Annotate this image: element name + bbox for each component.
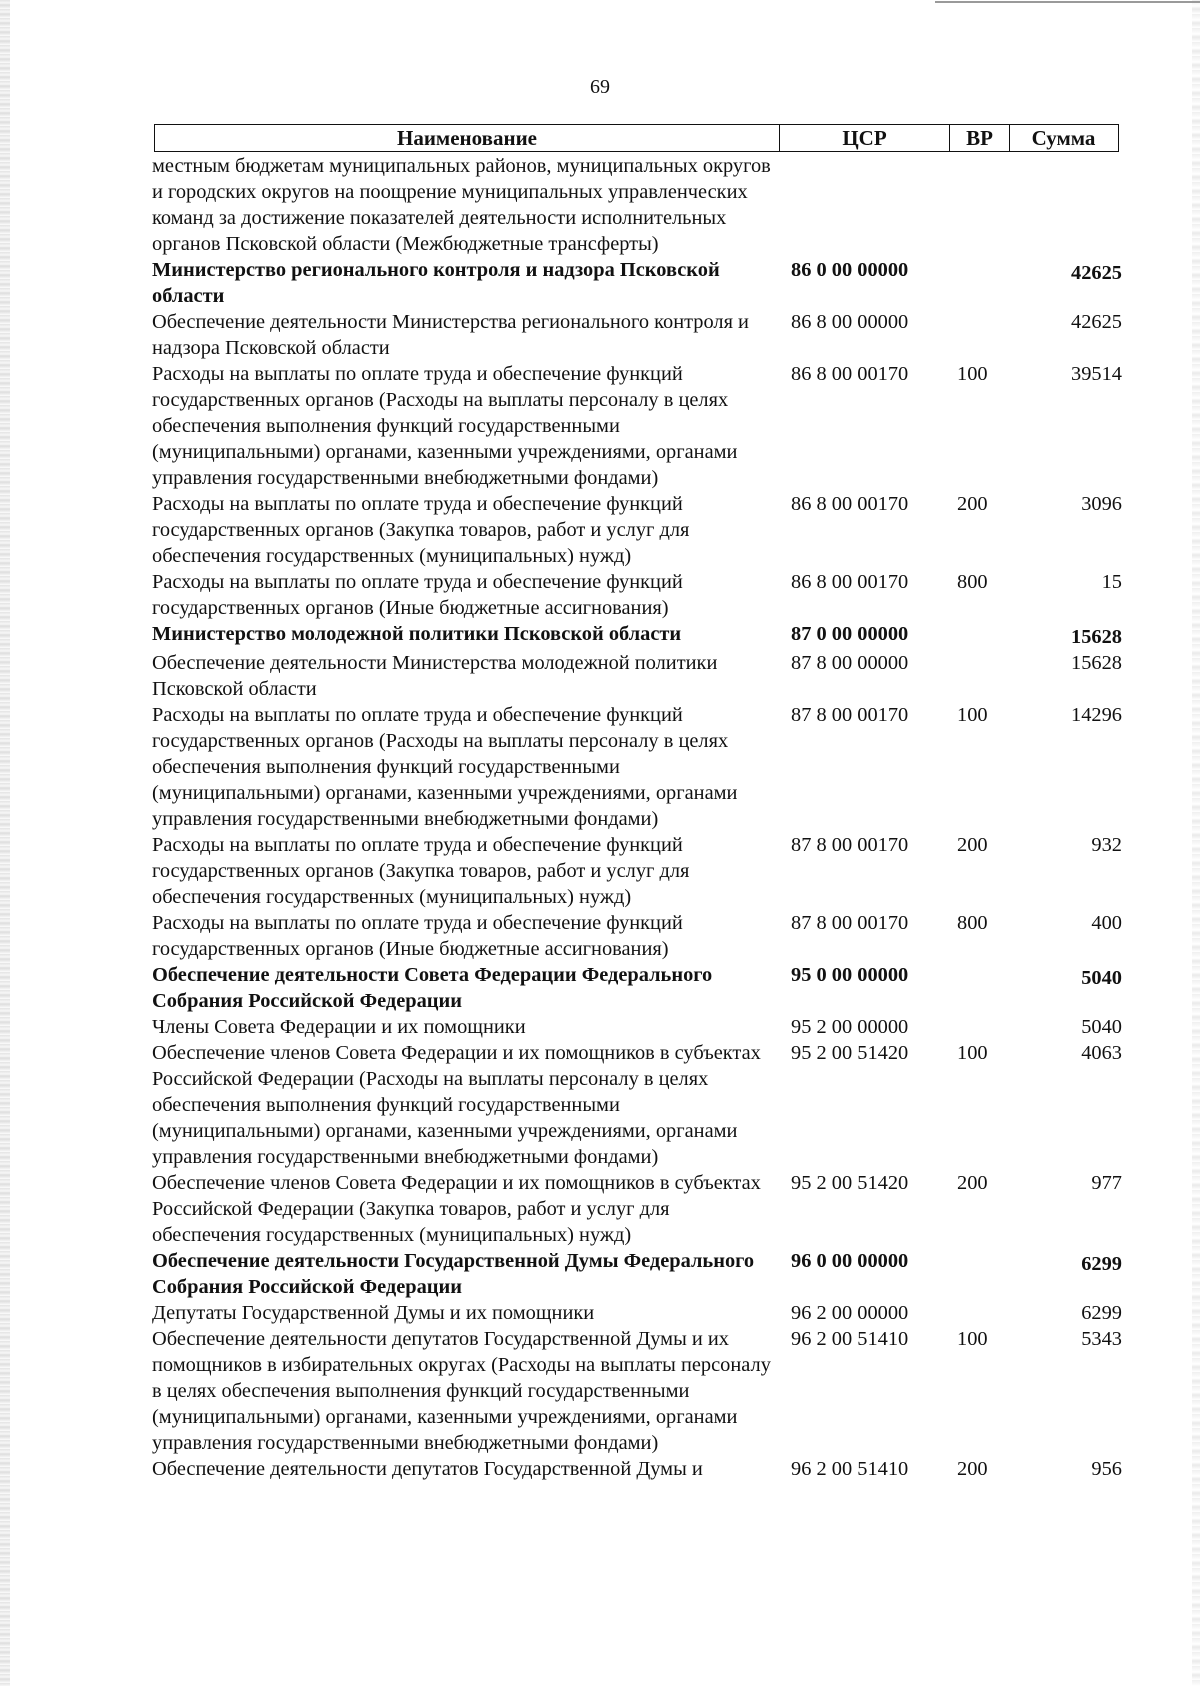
cell-name: Обеспечение деятельности депутатов Государственной Думы и (152, 1458, 703, 1480)
cell-vr (957, 650, 1013, 702)
table-row (152, 1326, 1122, 1456)
table-row (152, 832, 1122, 910)
cell-csr: 96 2 00 51410 (791, 1458, 909, 1480)
header-sum: Сумма (1009, 125, 1117, 151)
cell-sum: 977 (1091, 1172, 1122, 1194)
page-number: 69 (590, 76, 610, 98)
cell-name: Обеспечение деятельности Государственной Думы Федерального Собрания Российской Федерации (152, 1250, 755, 1298)
cell-name: местным бюджетам муниципальных районов, муниципальных округов и городских округов на поощрение муниципальных управленческих команд за достижение показателей деятельности исполнительных органов Псковской области (Межбюджетные трансферты) (152, 155, 771, 255)
cell-csr: 95 0 00 00000 (791, 964, 909, 986)
cell-vr (957, 153, 1013, 257)
cell-vr (957, 1014, 1013, 1040)
cell-vr: 800 (957, 571, 988, 593)
table-row (152, 1040, 1122, 1170)
cell-vr: 100 (957, 363, 988, 385)
cell-csr: 86 0 00 00000 (791, 259, 909, 281)
table-row (152, 1014, 1122, 1040)
table-row (152, 621, 1122, 650)
table-row (152, 962, 1122, 1014)
cell-vr (957, 621, 1013, 650)
cell-vr: 200 (957, 1458, 988, 1480)
cell-csr: 86 8 00 00170 (791, 571, 909, 593)
cell-vr (957, 257, 1013, 309)
cell-sum: 42625 (1071, 262, 1122, 284)
cell-sum: 14296 (1071, 704, 1122, 726)
table-row (152, 1248, 1122, 1300)
cell-vr (957, 309, 1013, 361)
cell-csr: 87 0 00 00000 (791, 623, 909, 645)
cell-csr: 96 2 00 00000 (791, 1302, 909, 1324)
scan-edge-right (1192, 0, 1200, 1686)
cell-sum: 5040 (1081, 1016, 1122, 1038)
cell-csr: 86 8 00 00170 (791, 363, 909, 385)
cell-name: Расходы на выплаты по оплате труда и обеспечение функций государственных органов (Расходы на выплаты персоналу в целях обеспечения выполнения функций государственными (муниципальными) органами, казенными учреждениями, органами управления государственными внебюджетными фондами) (152, 704, 738, 830)
cell-csr: 95 2 00 51420 (791, 1172, 909, 1194)
cell-sum: 39514 (1071, 363, 1122, 385)
cell-sum (1013, 153, 1122, 257)
cell-sum: 4063 (1081, 1042, 1122, 1064)
cell-vr: 200 (957, 834, 988, 856)
table-row (152, 361, 1122, 491)
table-row (152, 569, 1122, 621)
cell-csr: 87 8 00 00170 (791, 834, 909, 856)
cell-name: Министерство молодежной политики Псковской области (152, 623, 682, 645)
cell-vr: 100 (957, 1042, 988, 1064)
cell-name: Обеспечение деятельности Министерства регионального контроля и надзора Псковской области (152, 311, 749, 359)
cell-name: Обеспечение деятельности Министерства молодежной политики Псковской области (152, 652, 718, 700)
scan-edge-left (0, 0, 10, 1686)
table-row (152, 910, 1122, 962)
table-row (152, 257, 1122, 309)
cell-sum: 15628 (1071, 652, 1122, 674)
table-row (152, 153, 1122, 257)
cell-vr: 200 (957, 493, 988, 515)
scan-top-line (935, 1, 1200, 3)
cell-vr: 100 (957, 1328, 988, 1350)
cell-csr: 87 8 00 00170 (791, 912, 909, 934)
cell-sum: 15 (1101, 571, 1122, 593)
cell-name: Депутаты Государственной Думы и их помощники (152, 1302, 595, 1324)
cell-vr: 800 (957, 912, 988, 934)
cell-csr: 96 0 00 00000 (791, 1250, 909, 1272)
cell-csr (777, 153, 957, 257)
cell-vr (957, 1300, 1013, 1326)
table-header (154, 124, 1119, 152)
cell-sum: 400 (1091, 912, 1122, 934)
cell-csr: 86 8 00 00000 (791, 311, 909, 333)
cell-name: Расходы на выплаты по оплате труда и обеспечение функций государственных органов (Иные бюджетные ассигнования) (152, 912, 683, 960)
cell-name: Обеспечение деятельности депутатов Государственной Думы и их помощников в избирательных округах (Расходы на выплаты персоналу в целях обеспечения выполнения функций государственными (муниципальными) органами, казенными учреждениями, органами управления государственными внебюджетными фондами) (152, 1328, 771, 1454)
cell-csr: 96 2 00 51410 (791, 1328, 909, 1350)
cell-sum: 42625 (1071, 311, 1122, 333)
cell-vr: 100 (957, 704, 988, 726)
cell-csr: 95 2 00 00000 (791, 1016, 909, 1038)
cell-sum: 932 (1091, 834, 1122, 856)
cell-csr: 87 8 00 00170 (791, 704, 909, 726)
cell-name: Расходы на выплаты по оплате труда и обеспечение функций государственных органов (Расходы на выплаты персоналу в целях обеспечения выполнения функций государственными (муниципальными) органами, казенными учреждениями, органами управления государственными внебюджетными фондами) (152, 363, 738, 489)
cell-name: Расходы на выплаты по оплате труда и обеспечение функций государственных органов (Закупка товаров, работ и услуг для обеспечения государственных (муниципальных) нужд) (152, 834, 690, 908)
table-row (152, 1456, 1122, 1482)
cell-vr (957, 962, 1013, 1014)
cell-name: Обеспечение членов Совета Федерации и их помощников в субъектах Российской Федерации (Расходы на выплаты персоналу в целях обеспечения выполнения функций государственными (муниципальными) органами, казенными учреждениями, органами управления государственными внебюджетными фондами) (152, 1042, 761, 1168)
cell-name: Обеспечение членов Совета Федерации и их помощников в субъектах Российской Федерации (Закупка товаров, работ и услуг для обеспечения государственных (муниципальных) нужд) (152, 1172, 761, 1246)
table-row (152, 309, 1122, 361)
table-row (152, 702, 1122, 832)
cell-sum: 956 (1091, 1458, 1122, 1480)
table-row (152, 491, 1122, 569)
cell-sum: 6299 (1081, 1253, 1122, 1275)
cell-vr: 200 (957, 1172, 988, 1194)
header-csr: ЦСР (779, 125, 949, 151)
header-name: Наименование (397, 126, 537, 150)
table-row (152, 1300, 1122, 1326)
header-vr: ВР (949, 125, 1009, 151)
cell-name: Обеспечение деятельности Совета Федерации Федерального Собрания Российской Федерации (152, 964, 713, 1012)
cell-csr: 86 8 00 00170 (791, 493, 909, 515)
cell-name: Министерство регионального контроля и надзора Псковской области (152, 259, 720, 307)
cell-name: Расходы на выплаты по оплате труда и обеспечение функций государственных органов (Закупка товаров, работ и услуг для обеспечения государственных (муниципальных) нужд) (152, 493, 690, 567)
cell-csr: 95 2 00 51420 (791, 1042, 909, 1064)
cell-sum: 3096 (1081, 493, 1122, 515)
cell-name: Члены Совета Федерации и их помощники (152, 1016, 526, 1038)
cell-name: Расходы на выплаты по оплате труда и обеспечение функций государственных органов (Иные бюджетные ассигнования) (152, 571, 683, 619)
cell-sum: 6299 (1081, 1302, 1122, 1324)
cell-sum: 5040 (1081, 967, 1122, 989)
cell-sum: 5343 (1081, 1328, 1122, 1350)
cell-csr: 87 8 00 00000 (791, 652, 909, 674)
table-row (152, 650, 1122, 702)
table-body (152, 153, 1122, 1482)
table-row (152, 1170, 1122, 1248)
cell-vr (957, 1248, 1013, 1300)
cell-sum: 15628 (1071, 626, 1122, 648)
